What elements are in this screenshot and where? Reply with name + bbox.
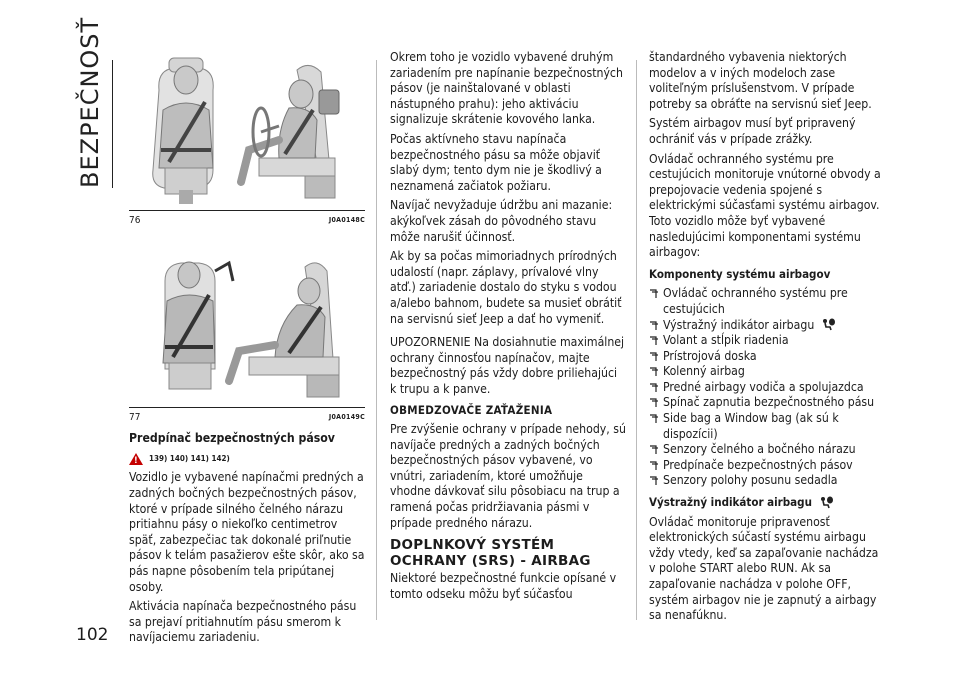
components-heading: Komponenty systému airbagov (649, 266, 831, 281)
warning-triangle-icon (129, 453, 143, 465)
column-divider-2 (636, 60, 637, 620)
checkbox-bullet-icon (649, 398, 659, 408)
checkbox-bullet-icon (649, 461, 659, 471)
list-item: Kolenný airbag (649, 364, 885, 380)
figure-76 (129, 50, 365, 229)
list-item: Ovládač ochranného systému pre cestujúcich (649, 286, 885, 317)
pretensioner-heading: Predpínač bezpečnostných pásov (129, 431, 335, 446)
paragraph: Navíjač nevyžaduje údržbu ani mazanie: akýkoľvek zásah do pôvodného stavu môže narušiť účinnosť. (390, 198, 613, 244)
checkbox-bullet-icon (649, 414, 659, 424)
paragraph: Okrem toho je vozidlo vybavené druhým zariadením pre napínanie bezpečnostných pásov (je nainštalované v oblasti nástupného prahu): jeho aktiváciu signalizuje skrátenie kovového lanka. (390, 50, 623, 127)
page-number: 102 (76, 625, 109, 645)
list-item: Spínač zapnutia bezpečnostného pásu (649, 395, 885, 411)
column-divider-1 (376, 60, 377, 620)
paragraph: Ovládač ochranného systému pre cestujúcich monitoruje vnútorné obvody a prepojovacie vedenia spojené s elektrickými súčasťami systému airbagov. Toto vozidlo môže byť vybavené nasledujúcimi komponentami systému airbagov: (649, 151, 881, 260)
paragraph: Aktivácia napínača bezpečnostného pásu sa prejaví pritiahnutím pásu smerom k navíjaciemu zariadeniu. (129, 599, 357, 645)
list-item: Senzory čelného a bočného nárazu (649, 442, 885, 458)
airbag-warning-icon (820, 496, 834, 509)
list-item: Side bag a Window bag (ak sú k dispozícii) (649, 411, 885, 442)
checkbox-bullet-icon (649, 336, 659, 346)
figure-caption (129, 407, 365, 426)
section-title: BEZPEČNOSŤ (76, 16, 104, 188)
checkbox-bullet-icon (649, 289, 659, 299)
paragraph: Ak by sa počas mimoriadnych prírodných udalostí (napr. záplavy, prívalové vlny atď.) zariadenie dostalo do styku s vodou a/alebo bahnom, budete sa musieť obrátiť na servisnú sieť Jeep a dať ho vymeniť. (390, 249, 622, 326)
checkbox-bullet-icon (649, 383, 659, 393)
list-item: Prístrojová doska (649, 349, 885, 365)
column-1 (129, 50, 365, 650)
list-item: Predpínače bezpečnostných pásov (649, 458, 885, 474)
indicator-heading: Výstražný indikátor airbagu (649, 495, 885, 511)
airbag-warning-icon (822, 318, 836, 331)
components-list (649, 286, 885, 489)
figure-number: 76 (129, 215, 141, 226)
checkbox-bullet-icon (649, 321, 659, 331)
column-2 (390, 50, 626, 606)
checkbox-bullet-icon (649, 476, 659, 486)
paragraph: Systém airbagov musí byť pripravený ochrániť vás v prípade zrážky. (649, 116, 856, 146)
checkbox-bullet-icon (649, 352, 659, 362)
paragraph: Počas aktívneho stavu napínača bezpečnostného pásu sa môže objaviť slabý dym; tento dym nie je škodlivý a neznamená začiatok požiaru. (390, 131, 602, 193)
figure-code: J0A0149C (328, 412, 365, 421)
figure-code: J0A0148C (328, 216, 365, 224)
warning-refs-text: 139) 140) 141) 142) (149, 453, 230, 463)
list-item: Predné airbagy vodiča a spolujazdca (649, 380, 885, 396)
section-title-rule (112, 60, 113, 188)
paragraph: Pre zvýšenie ochrany v prípade nehody, sú navíjače predných a zadných bočných bezpečnostných pásov vybavené, vo vnútri, zariadením, ktoré umožňuje vhodne dávkovať silu pôsobiacu na trup a ramená počas pridržiavania pásmi v prípade predného nárazu. (390, 422, 626, 530)
checkbox-bullet-icon (649, 445, 659, 455)
column-3 (649, 50, 885, 628)
figure-number: 77 (129, 411, 141, 423)
paragraph: Ovládač monitoruje pripravenosť elektronických súčastí systému airbagu vždy vtedy, keď sa zapaľovanie nachádza v polohe START alebo RUN. Ak sa zapaľovanie nachádza v polohe OFF, systém airbagov nie je zapnutý a airbagy sa nenafúknu. (649, 514, 879, 623)
list-item: Výstražný indikátor airbagu (649, 318, 885, 334)
checkbox-bullet-icon (649, 367, 659, 377)
warning-paragraph: UPOZORNENIE Na dosiahnutie maximálnej ochrany činnosťou napínačov, majte bezpečnostný pás vždy dobre priliehajúci k trupu a k panve. (390, 335, 625, 396)
list-item: Volant a stĺpik riadenia (649, 333, 885, 349)
srs-section-heading: DOPLNKOVÝ SYSTÉM OCHRANY (SRS) - AIRBAG (390, 537, 591, 570)
load-limiters-heading: OBMEDZOVAČE ZAŤAŽENIA (390, 403, 553, 418)
warning-references (129, 451, 365, 467)
paragraph: Niektoré bezpečnostné funkcie opísané v tomto odseku môžu byť súčasťou (390, 571, 617, 601)
figure-77 (129, 241, 365, 426)
list-item: Senzory polohy posunu sedadla (649, 473, 885, 489)
seatbelt-front-illustration (129, 50, 365, 210)
seatbelt-pretensioner-illustration (129, 241, 365, 407)
figure-caption (129, 210, 365, 229)
paragraph: Vozidlo je vybavené napínačmi predných a zadných bočných bezpečnostných pásov, ktoré v prípade silného čelného nárazu pritiahnu pásy o niekoľko centimetrov späť, zabezpečiac tak dokonalé priľnutie pásov k telám pasažierov ešte skôr, ako sa pás napne pôsobením tela pripútanej osoby. (129, 470, 365, 594)
paragraph: štandardného vybavenia niektorých modelov a v iných modeloch zase voliteľným príslušenstvom. V prípade potreby sa obráťte na servisnú sieť Jeep. (649, 50, 872, 111)
